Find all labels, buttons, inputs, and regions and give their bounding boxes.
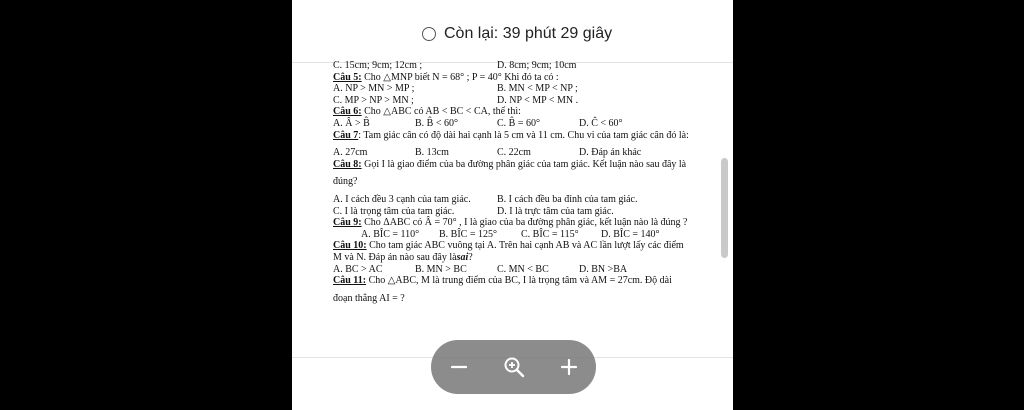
emphasis: sai xyxy=(456,251,469,263)
option: C. 15cm; 9cm; 12cm ; xyxy=(333,60,423,71)
question-text: ? xyxy=(468,251,473,263)
option: B. MN < MP < NP ; xyxy=(497,83,578,95)
question-7 xyxy=(333,130,713,142)
question-label: Câu 8: xyxy=(333,158,362,170)
option: D. Đáp án khác xyxy=(579,147,642,159)
option: B. 13cm xyxy=(415,147,449,159)
question-9 xyxy=(333,217,713,229)
question-label: Câu 9: xyxy=(333,217,362,229)
question-text: Cho △ABC, M là trung điểm của BC, I là trọng tâm và AM = 27cm. Độ dài xyxy=(368,275,672,287)
question-text: Cho tam giác ABC vuông tại A. Trên hai cạnh AB và AC lần lượt lấy các điểm xyxy=(369,240,684,252)
option: A. Â > B̂ xyxy=(333,117,370,129)
question-11 xyxy=(333,275,713,287)
q9-options xyxy=(333,229,713,241)
q5-options-2 xyxy=(333,95,713,107)
option: A. BC > AC xyxy=(333,263,383,275)
option: D. I là trực tâm của tam giác. xyxy=(497,205,614,217)
zoom-out-button[interactable] xyxy=(442,350,476,384)
option: B. B̂ < 60° xyxy=(415,117,458,129)
question-text: đoạn thẳng AI = ? xyxy=(333,292,405,304)
option: A. NP > MN > MP ; xyxy=(333,83,415,95)
exam-document xyxy=(333,60,713,304)
option: B. BÎC = 125° xyxy=(439,228,497,240)
question-text-cont xyxy=(333,293,713,305)
clock-icon xyxy=(422,27,436,41)
zoom-reset-button[interactable] xyxy=(497,350,531,384)
option: B. I cách đều ba đỉnh của tam giác. xyxy=(497,193,638,205)
question-text: đúng? xyxy=(333,176,358,188)
q8-options-2 xyxy=(333,206,713,218)
scrollbar[interactable] xyxy=(721,158,728,258)
q10-options xyxy=(333,264,713,276)
question-text: Cho △MNP biết N = 68° ; P = 40° Khi đó ta có : xyxy=(364,71,559,83)
question-8 xyxy=(333,159,713,171)
option: C. B̂ = 60° xyxy=(497,117,540,129)
option: B. MN > BC xyxy=(415,263,467,275)
question-label: Câu 10: xyxy=(333,240,367,252)
q6-options xyxy=(333,118,713,130)
countdown-timer xyxy=(422,20,612,48)
option: A. I cách đều 3 cạnh của tam giác. xyxy=(333,193,471,205)
question-5 xyxy=(333,72,713,84)
option: C. I là trọng tâm của tam giác. xyxy=(333,205,455,217)
option: A. BÎC = 110° xyxy=(361,228,420,240)
option: C. 22cm xyxy=(497,147,531,159)
q7-options xyxy=(333,147,713,159)
question-label: Câu 6: xyxy=(333,106,362,118)
option: A. 27cm xyxy=(333,147,368,159)
question-text-cont xyxy=(333,176,713,188)
question-text: M và N. Đáp án nào sau đây là xyxy=(333,251,457,263)
option: D. BN >BA xyxy=(579,263,628,275)
option: C. MN < BC xyxy=(497,263,549,275)
option: D. Ĉ < 60° xyxy=(579,117,623,129)
question-label: Câu 7 xyxy=(333,129,359,141)
zoom-controls xyxy=(431,340,596,394)
zoom-in-button[interactable] xyxy=(552,350,586,384)
option: D. NP < MP < MN . xyxy=(497,94,579,106)
option: D. 8cm; 9cm; 10cm xyxy=(497,60,577,71)
question-text-cont xyxy=(333,252,713,264)
question-label: Câu 5: xyxy=(333,71,362,83)
option: C. BÎC = 115° xyxy=(521,228,579,240)
option: D. BÎC = 140° xyxy=(601,228,660,240)
q5-options-1 xyxy=(333,83,713,95)
question-text: : Tam giác cân có độ dài hai cạnh là 5 cm và 11 cm. Chu vi của tam giác cân đó là: xyxy=(358,129,689,141)
question-text: Cho ΔABC có Â = 70° , I là giao của ba đường phân giác, kết luận nào là đúng ? xyxy=(364,217,688,229)
minus-icon xyxy=(450,358,468,376)
timer-text: Còn lại: 39 phút 29 giây xyxy=(444,25,613,42)
option: C. MP > NP > MN ; xyxy=(333,94,414,106)
zoom-icon xyxy=(503,356,525,378)
question-text: Gọi I là giao điểm của ba đường phân giác của tam giác. Kết luận nào sau đây là xyxy=(364,158,687,170)
question-10 xyxy=(333,240,713,252)
question-6 xyxy=(333,106,713,118)
q8-options-1 xyxy=(333,194,713,206)
question-label: Câu 11: xyxy=(333,275,367,287)
q4-options xyxy=(333,60,713,72)
question-text: Cho △ABC có AB < BC < CA, thế thì: xyxy=(364,106,521,118)
plus-icon xyxy=(560,358,578,376)
